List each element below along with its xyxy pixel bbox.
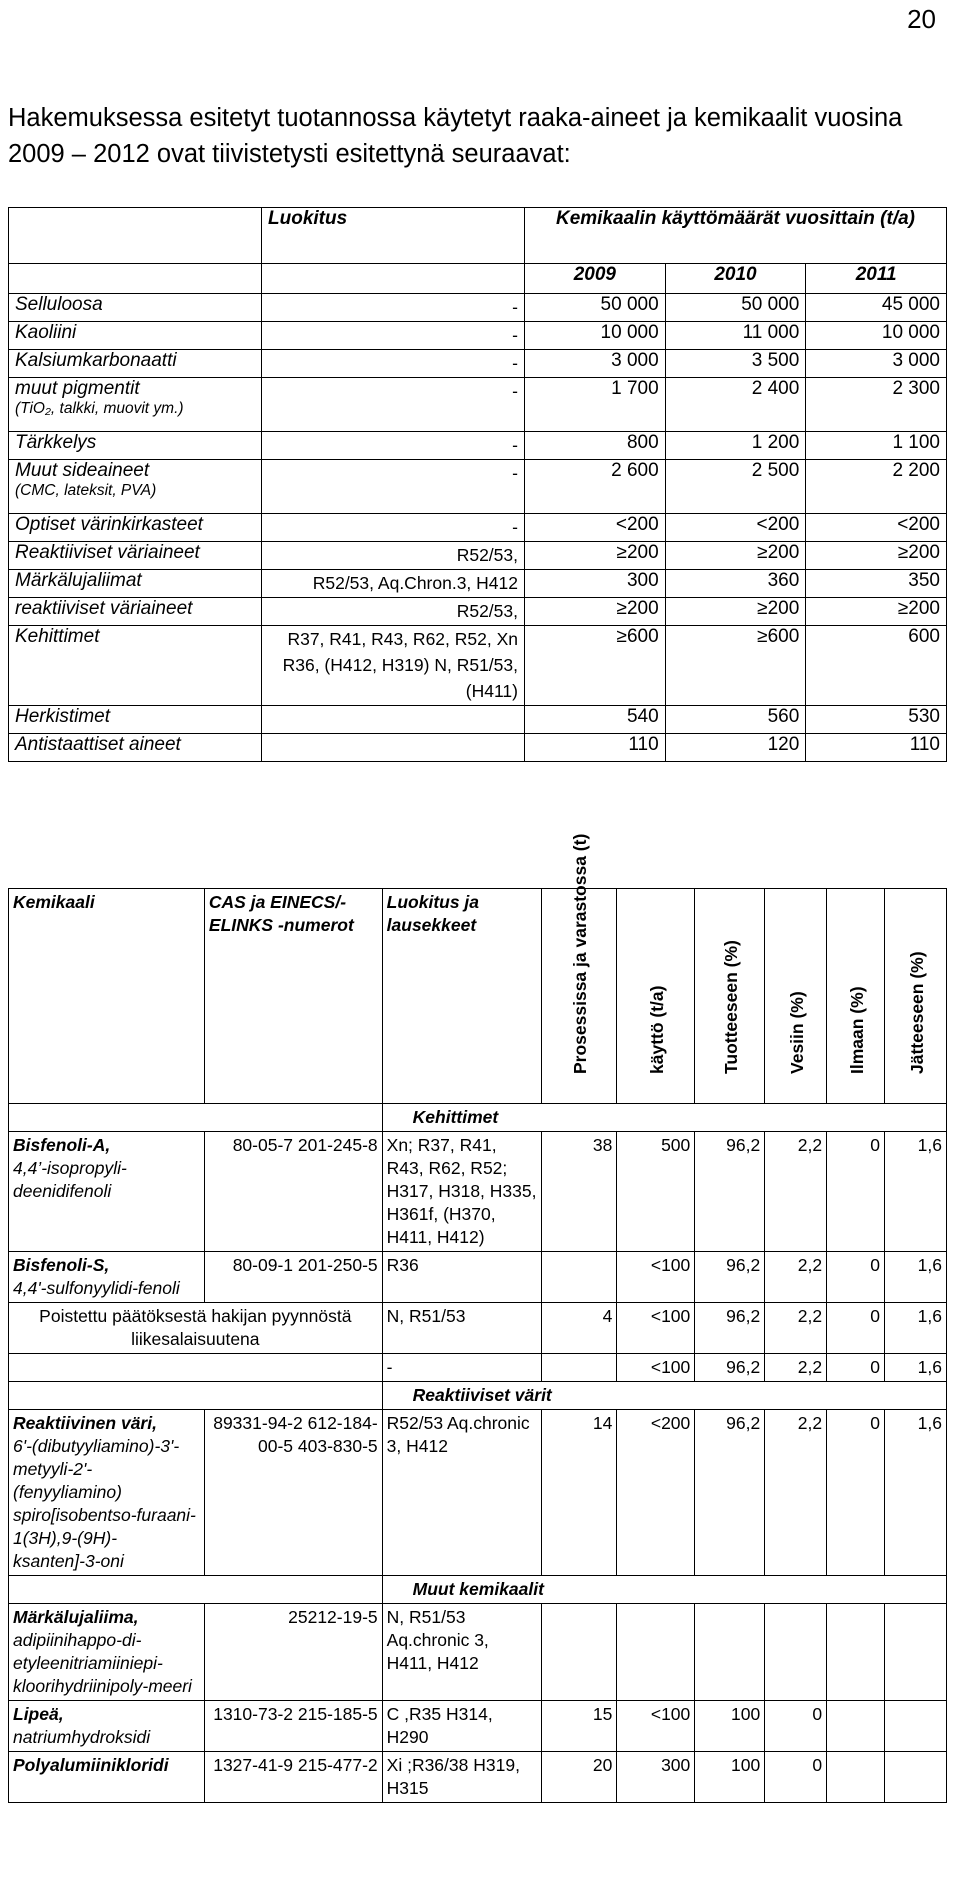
chemical-description: natriumhydroksidi [13,1727,151,1747]
corner-cell [9,208,262,264]
chemical-name: Reaktiivinen väri, [13,1413,157,1433]
to-waste: 1,6 [885,1132,947,1252]
classification: R52/53, Aq.Chron.3, H412 [262,570,525,598]
usage-value: 1 100 [806,432,947,460]
usage-amount: 500 [617,1132,695,1252]
chemical-name: Märkälujaliima, [13,1607,139,1627]
usage-amount: <100 [617,1252,695,1303]
classification: - [382,1354,542,1382]
section-reaktiiviset: Reaktiiviset värit [382,1382,946,1410]
table-row [9,1303,947,1354]
usage-value: 3 500 [665,350,806,378]
chemical-name: Muut sideaineet [15,460,150,481]
header-prosessissa: Prosessissa ja varastossa (t) [542,889,617,1104]
usage-value: ≥200 [525,598,666,626]
table-row [9,1604,947,1701]
process-amount: 38 [542,1132,617,1252]
to-product: 100 [695,1752,765,1803]
usage-value: ≥200 [525,542,666,570]
chemical-subtext: (TiO₂, talkki, muovit ym.) [15,400,184,417]
cas-number: 25212-19-5 [204,1604,382,1701]
usage-value: 530 [806,706,947,734]
usage-value: 2 400 [665,378,806,432]
usage-value: ≥200 [806,542,947,570]
to-air [827,1604,885,1701]
usage-value: 3 000 [525,350,666,378]
to-air [827,1701,885,1752]
usage-value: 560 [665,706,806,734]
to-water [765,1604,827,1701]
chemical-name: Herkistimet [15,706,111,727]
to-water: 2,2 [765,1354,827,1382]
usage-amount: <100 [617,1701,695,1752]
table-row [9,626,947,706]
year-2011: 2011 [806,264,947,294]
to-air: 0 [827,1252,885,1303]
chemical-name: Kehittimet [15,626,100,647]
chemical-description: Poistettu päätöksestä hakijan pyynnöstä liikesalaisuutena [9,1303,383,1354]
classification: - [262,294,525,322]
table-row [9,350,947,378]
usage-value: 2 600 [525,460,666,514]
chemical-name: Bisfenoli-A, [13,1135,111,1155]
to-waste: 1,6 [885,1303,947,1354]
table-row [9,514,947,542]
classification: - [262,322,525,350]
to-waste: 1,6 [885,1252,947,1303]
header-luokitus: Luokitus [262,208,525,264]
usage-value: ≥200 [665,598,806,626]
to-product: 100 [695,1701,765,1752]
process-amount: 14 [542,1410,617,1576]
classification: R52/53, [262,598,525,626]
usage-amount: 300 [617,1752,695,1803]
chemical-name: Bisfenoli-S, [13,1255,110,1275]
to-air [827,1752,885,1803]
usage-value: 300 [525,570,666,598]
classification: - [262,460,525,514]
usage-value: 11 000 [665,322,806,350]
cas-number: 80-09-1 201-250-5 [204,1252,382,1303]
chemical-description: 4,4'-sulfonyylidi-fenoli [13,1278,180,1298]
chemical-name: Kalsiumkarbonaatti [15,350,177,371]
table-row [9,734,947,762]
section-row [9,1382,947,1410]
section-row [9,1576,947,1604]
table-row [9,1752,947,1803]
usage-amount: <100 [617,1303,695,1354]
section-muut: Muut kemikaalit [382,1576,946,1604]
header-vesiin: Vesiin (%) [765,889,827,1104]
header-tuotteeseen: Tuotteeseen (%) [695,889,765,1104]
usage-value: ≥200 [665,542,806,570]
classification: - [262,514,525,542]
usage-value: 50 000 [525,294,666,322]
usage-value: 540 [525,706,666,734]
cas-number: 80-05-7 201-245-8 [204,1132,382,1252]
table-row [9,1410,947,1576]
to-product: 96,2 [695,1252,765,1303]
chemical-name: muut pigmentit [15,378,140,399]
to-product: 96,2 [695,1354,765,1382]
cas-number: 1327-41-9 215-477-2 [204,1752,382,1803]
table-row [9,1354,947,1382]
to-product: 96,2 [695,1132,765,1252]
header-ilmaan: Ilmaan (%) [827,889,885,1104]
usage-value: 3 000 [806,350,947,378]
to-air: 0 [827,1410,885,1576]
chemical-description: adipiinihappo-di-etyleenitriamiiniepi-kloorihydriinipoly-meeri [13,1630,192,1696]
chemical-name: Antistaattiset aineet [15,734,181,755]
classification: - [262,432,525,460]
year-2009: 2009 [525,264,666,294]
usage-value: 45 000 [806,294,947,322]
classification: - [262,350,525,378]
to-water: 2,2 [765,1132,827,1252]
table-row [9,542,947,570]
to-water: 2,2 [765,1410,827,1576]
header-cas: CAS ja EINECS/- ELINKS -numerot [204,889,382,1104]
header-jatteeseen: Jätteeseen (%) [885,889,947,1104]
cas-number: 89331-94-2 612-184-00-5 403-830-5 [204,1410,382,1576]
table-row [9,460,947,514]
process-amount: 15 [542,1701,617,1752]
to-water: 2,2 [765,1252,827,1303]
classification: N, R51/53 [382,1303,542,1354]
chemical-description: 6'-(dibutyyliamino)-3'-metyyli-2'-(fenyyliamino) spiro[isobentso-furaani-1(3H),9-(9H)-ksanten]-3-oni [13,1436,196,1571]
usage-amount: <100 [617,1354,695,1382]
to-air: 0 [827,1303,885,1354]
header-usage: Kemikaalin käyttömäärät vuosittain (t/a) [525,208,947,264]
to-waste [885,1604,947,1701]
chemicals-table [8,833,947,1803]
table-row [9,570,947,598]
to-waste [885,1752,947,1803]
classification: R37, R41, R43, R62, R52, Xn R36, (H412, H319) N, R51/53, (H411) [262,626,525,706]
chemical-name: Tärkkelys [15,432,97,453]
process-amount [542,1604,617,1701]
to-waste [885,1701,947,1752]
to-air: 0 [827,1132,885,1252]
usage-value: 360 [665,570,806,598]
to-water: 2,2 [765,1303,827,1354]
usage-value: 1 700 [525,378,666,432]
chemical-name: Märkälujaliimat [15,570,142,591]
to-air: 0 [827,1354,885,1382]
usage-value: 800 [525,432,666,460]
header-luokitus: Luokitus ja lausekkeet [382,889,542,1104]
usage-value: <200 [806,514,947,542]
table-row [9,1701,947,1752]
process-amount: 20 [542,1752,617,1803]
chemical-name: Kaoliini [15,322,77,343]
classification: C ,R35 H314, H290 [382,1701,542,1752]
process-amount [542,1354,617,1382]
section-kehittimet: Kehittimet [382,1104,946,1132]
usage-value: 600 [806,626,947,706]
to-waste: 1,6 [885,1354,947,1382]
usage-value: 50 000 [665,294,806,322]
chemical-description: 4,4’-isopropyli-deenidifenoli [13,1158,127,1201]
chemical-name: Polyalumiinikloridi [13,1755,169,1775]
chemical-name: Optiset värinkirkasteet [15,514,203,535]
section-row [9,1104,947,1132]
usage-value: ≥200 [806,598,947,626]
to-water: 0 [765,1752,827,1803]
classification: N, R51/53 Aq.chronic 3, H411, H412 [382,1604,542,1701]
chemical-subtext: (CMC, lateksit, PVA) [15,482,157,499]
process-amount [542,1252,617,1303]
table-row [9,378,947,432]
table-row [9,706,947,734]
usage-value: 2 500 [665,460,806,514]
intro-paragraph: Hakemuksessa esitetyt tuotannossa käytetyt raaka-aineet ja kemikaalit vuosina 2009 – 2012 ovat tiivistetysti esitettynä seuraavat: [8,104,903,168]
chemical-name: reaktiiviset väriaineet [15,598,193,619]
usage-value: 110 [525,734,666,762]
table-row [9,432,947,460]
usage-value: ≥600 [665,626,806,706]
classification [262,734,525,762]
usage-value: 120 [665,734,806,762]
to-water: 0 [765,1701,827,1752]
classification: R52/53, [262,542,525,570]
usage-amount: <200 [617,1410,695,1576]
classification: Xn; R37, R41, R43, R62, R52; H317, H318, H335, H361f, (H370, H411, H412) [382,1132,542,1252]
to-waste: 1,6 [885,1410,947,1576]
usage-table [8,207,947,762]
header-kaytto: käyttö (t/a) [617,889,695,1104]
usage-value: <200 [525,514,666,542]
header-kemikaali: Kemikaali [9,889,205,1104]
classification: - [262,378,525,432]
chemical-name: Selluloosa [15,294,103,315]
classification [262,706,525,734]
usage-amount [617,1604,695,1701]
chemical-name: Reaktiiviset väriaineet [15,542,200,563]
table-row [9,1252,947,1303]
to-product [695,1604,765,1701]
usage-value: 10 000 [806,322,947,350]
usage-value: <200 [665,514,806,542]
table-row [9,598,947,626]
classification: Xi ;R36/38 H319, H315 [382,1752,542,1803]
chemical-name: Lipeä, [13,1704,64,1724]
table-row [9,1132,947,1252]
usage-value: 2 200 [806,460,947,514]
usage-value: ≥600 [525,626,666,706]
usage-value: 1 200 [665,432,806,460]
page-number: 20 [907,4,936,34]
classification: R36 [382,1252,542,1303]
process-amount: 4 [542,1303,617,1354]
table-row [9,294,947,322]
usage-value: 2 300 [806,378,947,432]
usage-value: 350 [806,570,947,598]
to-product: 96,2 [695,1410,765,1576]
to-product: 96,2 [695,1303,765,1354]
usage-value: 110 [806,734,947,762]
usage-value: 10 000 [525,322,666,350]
classification: R52/53 Aq.chronic 3, H412 [382,1410,542,1576]
cas-number: 1310-73-2 215-185-5 [204,1701,382,1752]
table-row [9,322,947,350]
year-2010: 2010 [665,264,806,294]
